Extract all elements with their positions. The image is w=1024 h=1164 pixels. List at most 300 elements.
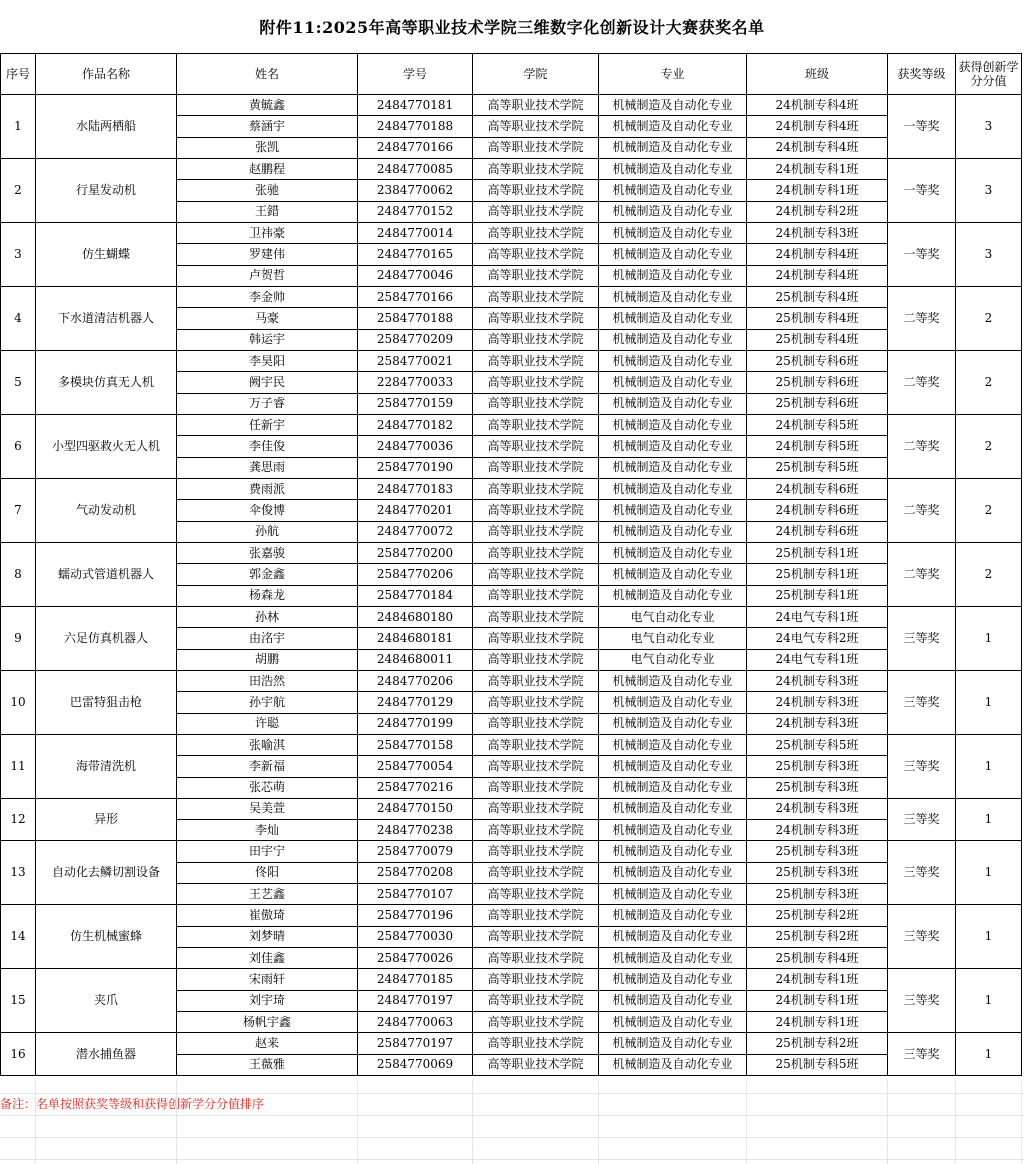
cell-college: 高等职业技术学院 [473, 372, 599, 393]
cell-student-id: 2484770185 [358, 969, 473, 990]
table-row [1, 969, 1022, 990]
cell-major: 机械制造及自动化专业 [599, 244, 747, 265]
cell-class: 25机制专科2班 [747, 926, 888, 947]
cell-class: 25机制专科5班 [747, 457, 888, 478]
cell-credit: 1 [956, 969, 1022, 1033]
cell-college: 高等职业技术学院 [473, 436, 599, 457]
header-award: 获奖等级 [888, 54, 956, 95]
cell-major: 机械制造及自动化专业 [599, 542, 747, 563]
cell-student-id: 2484770165 [358, 244, 473, 265]
cell-major: 机械制造及自动化专业 [599, 969, 747, 990]
document-title: 附件11:2025年高等职业技术学院三维数字化创新设计大赛获奖名单 [259, 18, 765, 37]
cell-student-name: 崔傲琦 [177, 905, 358, 926]
cell-credit: 1 [956, 841, 1022, 905]
cell-student-name: 赵来 [177, 1033, 358, 1054]
cell-credit: 1 [956, 1033, 1022, 1076]
cell-major: 机械制造及自动化专业 [599, 777, 747, 798]
cell-college: 高等职业技术学院 [473, 948, 599, 969]
sheet-gridline [955, 1080, 956, 1164]
cell-major: 机械制造及自动化专业 [599, 329, 747, 350]
cell-student-name: 由洺宇 [177, 628, 358, 649]
sheet-gridline [1021, 1080, 1022, 1164]
table-row [1, 286, 1022, 307]
cell-award-level: 三等奖 [888, 969, 956, 1033]
cell-student-name: 吴美萱 [177, 798, 358, 819]
cell-work-title: 蠕动式管道机器人 [36, 542, 177, 606]
sheet-gridline [357, 1080, 358, 1164]
cell-student-name: 张嘉骏 [177, 542, 358, 563]
cell-college: 高等职业技术学院 [473, 308, 599, 329]
cell-college: 高等职业技术学院 [473, 478, 599, 499]
cell-student-id: 2584770208 [358, 862, 473, 883]
cell-class: 24机制专科1班 [747, 990, 888, 1011]
cell-student-name: 孙航 [177, 521, 358, 542]
cell-college: 高等职业技术学院 [473, 500, 599, 521]
cell-award-level: 三等奖 [888, 606, 956, 670]
cell-college: 高等职业技术学院 [473, 201, 599, 222]
sheet-gridline [0, 1159, 1024, 1160]
cell-student-name: 万子睿 [177, 393, 358, 414]
cell-credit: 1 [956, 606, 1022, 670]
cell-seq: 14 [1, 905, 36, 969]
cell-work-title: 海带清洗机 [36, 734, 177, 798]
cell-major: 机械制造及自动化专业 [599, 478, 747, 499]
cell-major: 机械制造及自动化专业 [599, 926, 747, 947]
cell-student-name: 张喻淇 [177, 734, 358, 755]
cell-college: 高等职业技术学院 [473, 564, 599, 585]
table-row [1, 670, 1022, 691]
table-row [1, 1033, 1022, 1054]
cell-student-name: 赵鹏程 [177, 158, 358, 179]
cell-class: 24机制专科6班 [747, 478, 888, 499]
cell-student-name: 杨帆宇鑫 [177, 1012, 358, 1033]
cell-college: 高等职业技术学院 [473, 286, 599, 307]
cell-student-name: 王薇雅 [177, 1054, 358, 1075]
cell-award-level: 三等奖 [888, 734, 956, 798]
cell-student-id: 2484770150 [358, 798, 473, 819]
cell-work-title: 六足仿真机器人 [36, 606, 177, 670]
header-seq: 序号 [1, 54, 36, 95]
cell-college: 高等职业技术学院 [473, 457, 599, 478]
cell-seq: 9 [1, 606, 36, 670]
cell-class: 24机制专科5班 [747, 414, 888, 435]
cell-student-name: 张驰 [177, 180, 358, 201]
cell-student-id: 2584770206 [358, 564, 473, 585]
cell-student-name: 宋雨轩 [177, 969, 358, 990]
cell-work-title: 巴雷特狙击枪 [36, 670, 177, 734]
cell-award-level: 二等奖 [888, 414, 956, 478]
cell-major: 机械制造及自动化专业 [599, 756, 747, 777]
cell-major: 机械制造及自动化专业 [599, 201, 747, 222]
cell-major: 机械制造及自动化专业 [599, 372, 747, 393]
cell-college: 高等职业技术学院 [473, 884, 599, 905]
cell-award-level: 一等奖 [888, 222, 956, 286]
cell-major: 机械制造及自动化专业 [599, 180, 747, 201]
cell-class: 25机制专科4班 [747, 948, 888, 969]
cell-student-id: 2284770033 [358, 372, 473, 393]
cell-class: 24机制专科3班 [747, 798, 888, 819]
cell-college: 高等职业技术学院 [473, 905, 599, 926]
cell-seq: 1 [1, 95, 36, 159]
cell-student-name: 田宇宁 [177, 841, 358, 862]
cell-class: 25机制专科2班 [747, 1033, 888, 1054]
cell-major: 机械制造及自动化专业 [599, 1054, 747, 1075]
cell-credit: 2 [956, 542, 1022, 606]
cell-student-name: 刘佳鑫 [177, 948, 358, 969]
cell-college: 高等职业技术学院 [473, 820, 599, 841]
cell-class: 24机制专科1班 [747, 180, 888, 201]
cell-student-id: 2384770062 [358, 180, 473, 201]
cell-student-id: 2484770188 [358, 116, 473, 137]
cell-major: 机械制造及自动化专业 [599, 393, 747, 414]
cell-award-level: 三等奖 [888, 905, 956, 969]
cell-major: 机械制造及自动化专业 [599, 670, 747, 691]
cell-class: 24机制专科4班 [747, 137, 888, 158]
cell-student-name: 龚思雨 [177, 457, 358, 478]
cell-major: 机械制造及自动化专业 [599, 713, 747, 734]
cell-class: 25机制专科6班 [747, 350, 888, 371]
cell-student-name: 李金帅 [177, 286, 358, 307]
cell-college: 高等职业技术学院 [473, 1033, 599, 1054]
cell-class: 24电气专科2班 [747, 628, 888, 649]
cell-college: 高等职业技术学院 [473, 158, 599, 179]
cell-student-name: 李新福 [177, 756, 358, 777]
cell-college: 高等职业技术学院 [473, 521, 599, 542]
cell-major: 机械制造及自动化专业 [599, 905, 747, 926]
cell-major: 机械制造及自动化专业 [599, 521, 747, 542]
cell-class: 24机制专科2班 [747, 201, 888, 222]
cell-class: 25机制专科3班 [747, 862, 888, 883]
cell-student-id: 2484770238 [358, 820, 473, 841]
cell-college: 高等职业技术学院 [473, 692, 599, 713]
cell-college: 高等职业技术学院 [473, 628, 599, 649]
cell-college: 高等职业技术学院 [473, 393, 599, 414]
cell-student-id: 2584770026 [358, 948, 473, 969]
cell-class: 24电气专科1班 [747, 606, 888, 627]
cell-award-level: 二等奖 [888, 350, 956, 414]
table-row [1, 222, 1022, 243]
cell-student-id: 2484770046 [358, 265, 473, 286]
cell-college: 高等职业技术学院 [473, 756, 599, 777]
cell-class: 24机制专科1班 [747, 969, 888, 990]
cell-student-name: 杨森龙 [177, 585, 358, 606]
cell-seq: 16 [1, 1033, 36, 1076]
sheet-gridline [887, 1080, 888, 1164]
cell-student-id: 2584770190 [358, 457, 473, 478]
cell-major: 机械制造及自动化专业 [599, 222, 747, 243]
cell-student-id: 2584770054 [358, 756, 473, 777]
cell-college: 高等职业技术学院 [473, 670, 599, 691]
cell-student-name: 罗建伟 [177, 244, 358, 265]
cell-student-name: 韩运宇 [177, 329, 358, 350]
cell-major: 机械制造及自动化专业 [599, 948, 747, 969]
cell-credit: 3 [956, 95, 1022, 159]
cell-class: 24机制专科6班 [747, 521, 888, 542]
cell-student-name: 刘梦晴 [177, 926, 358, 947]
cell-work-title: 多模块仿真无人机 [36, 350, 177, 414]
cell-class: 25机制专科2班 [747, 905, 888, 926]
cell-major: 机械制造及自动化专业 [599, 95, 747, 116]
cell-class: 24机制专科4班 [747, 95, 888, 116]
cell-seq: 6 [1, 414, 36, 478]
cell-work-title: 行星发动机 [36, 158, 177, 222]
cell-major: 机械制造及自动化专业 [599, 564, 747, 585]
cell-student-id: 2584770158 [358, 734, 473, 755]
cell-college: 高等职业技术学院 [473, 862, 599, 883]
cell-major: 机械制造及自动化专业 [599, 692, 747, 713]
cell-credit: 1 [956, 670, 1022, 734]
cell-award-level: 二等奖 [888, 478, 956, 542]
header-major: 专业 [599, 54, 747, 95]
cell-class: 25机制专科1班 [747, 564, 888, 585]
cell-class: 25机制专科3班 [747, 777, 888, 798]
cell-student-id: 2484770072 [358, 521, 473, 542]
cell-class: 24机制专科1班 [747, 1012, 888, 1033]
cell-award-level: 二等奖 [888, 542, 956, 606]
cell-class: 25机制专科5班 [747, 734, 888, 755]
cell-student-id: 2484680180 [358, 606, 473, 627]
cell-student-id: 2584770021 [358, 350, 473, 371]
cell-major: 电气自动化专业 [599, 606, 747, 627]
cell-student-id: 2584770030 [358, 926, 473, 947]
cell-student-id: 2484680011 [358, 649, 473, 670]
cell-student-id: 2584770200 [358, 542, 473, 563]
cell-student-id: 2584770159 [358, 393, 473, 414]
cell-college: 高等职业技术学院 [473, 95, 599, 116]
cell-student-id: 2584770079 [358, 841, 473, 862]
cell-credit: 1 [956, 905, 1022, 969]
cell-major: 机械制造及自动化专业 [599, 414, 747, 435]
cell-college: 高等职业技术学院 [473, 542, 599, 563]
table-row [1, 542, 1022, 563]
cell-college: 高等职业技术学院 [473, 414, 599, 435]
cell-class: 25机制专科3班 [747, 841, 888, 862]
cell-seq: 7 [1, 478, 36, 542]
cell-seq: 8 [1, 542, 36, 606]
cell-college: 高等职业技术学院 [473, 222, 599, 243]
table-body [1, 95, 1022, 1076]
cell-seq: 15 [1, 969, 36, 1033]
cell-credit: 2 [956, 286, 1022, 350]
cell-class: 25机制专科1班 [747, 585, 888, 606]
cell-college: 高等职业技术学院 [473, 116, 599, 137]
sheet-gridline [746, 1080, 747, 1164]
cell-student-name: 费雨派 [177, 478, 358, 499]
cell-major: 机械制造及自动化专业 [599, 1033, 747, 1054]
cell-major: 机械制造及自动化专业 [599, 841, 747, 862]
cell-college: 高等职业技术学院 [473, 798, 599, 819]
cell-student-name: 黄毓鑫 [177, 95, 358, 116]
header-student-id: 学号 [358, 54, 473, 95]
cell-credit: 2 [956, 478, 1022, 542]
cell-credit: 2 [956, 350, 1022, 414]
cell-student-id: 2584770197 [358, 1033, 473, 1054]
sheet-gridline [0, 1137, 1024, 1138]
cell-college: 高等职业技术学院 [473, 926, 599, 947]
cell-award-level: 二等奖 [888, 286, 956, 350]
cell-class: 24机制专科4班 [747, 116, 888, 137]
cell-student-name: 佟阳 [177, 862, 358, 883]
cell-student-id: 2484770182 [358, 414, 473, 435]
table-row [1, 478, 1022, 499]
cell-major: 机械制造及自动化专业 [599, 798, 747, 819]
cell-major: 电气自动化专业 [599, 628, 747, 649]
cell-class: 25机制专科4班 [747, 308, 888, 329]
cell-work-title: 仿生蝴蝶 [36, 222, 177, 286]
cell-credit: 1 [956, 734, 1022, 798]
cell-class: 24机制专科3班 [747, 820, 888, 841]
cell-major: 机械制造及自动化专业 [599, 137, 747, 158]
cell-credit: 3 [956, 158, 1022, 222]
cell-major: 机械制造及自动化专业 [599, 457, 747, 478]
cell-student-id: 2484770014 [358, 222, 473, 243]
cell-student-name: 王錯 [177, 201, 358, 222]
cell-class: 24机制专科4班 [747, 265, 888, 286]
cell-class: 24机制专科6班 [747, 500, 888, 521]
cell-major: 机械制造及自动化专业 [599, 585, 747, 606]
cell-student-id: 2584770184 [358, 585, 473, 606]
sheet-gridline [35, 1080, 36, 1164]
cell-student-id: 2584770069 [358, 1054, 473, 1075]
cell-student-id: 2484770063 [358, 1012, 473, 1033]
cell-student-name: 阙宇民 [177, 372, 358, 393]
cell-award-level: 一等奖 [888, 158, 956, 222]
cell-class: 25机制专科1班 [747, 542, 888, 563]
cell-college: 高等职业技术学院 [473, 969, 599, 990]
cell-work-title: 小型四驱救火无人机 [36, 414, 177, 478]
cell-student-name: 许聪 [177, 713, 358, 734]
cell-award-level: 三等奖 [888, 670, 956, 734]
cell-major: 机械制造及自动化专业 [599, 158, 747, 179]
cell-seq: 10 [1, 670, 36, 734]
cell-student-name: 马豪 [177, 308, 358, 329]
header-credit: 获得创新学分分值 [956, 54, 1022, 95]
cell-student-id: 2484770152 [358, 201, 473, 222]
cell-work-title: 仿生机械蜜蜂 [36, 905, 177, 969]
cell-college: 高等职业技术学院 [473, 1054, 599, 1075]
cell-class: 24机制专科3班 [747, 670, 888, 691]
cell-class: 24电气专科1班 [747, 649, 888, 670]
table-row [1, 905, 1022, 926]
cell-major: 机械制造及自动化专业 [599, 286, 747, 307]
sheet-gridline [0, 1115, 1024, 1116]
cell-student-id: 2484770166 [358, 137, 473, 158]
sheet-gridline [598, 1080, 599, 1164]
cell-major: 机械制造及自动化专业 [599, 820, 747, 841]
table-row [1, 95, 1022, 116]
cell-seq: 13 [1, 841, 36, 905]
header-class: 班级 [747, 54, 888, 95]
cell-student-name: 李佳俊 [177, 436, 358, 457]
cell-college: 高等职业技术学院 [473, 329, 599, 350]
cell-major: 机械制造及自动化专业 [599, 436, 747, 457]
cell-class: 24机制专科4班 [747, 244, 888, 265]
cell-student-id: 2484770183 [358, 478, 473, 499]
cell-major: 机械制造及自动化专业 [599, 265, 747, 286]
cell-student-id: 2484770085 [358, 158, 473, 179]
cell-student-name: 郭金鑫 [177, 564, 358, 585]
cell-work-title: 下水道清洁机器人 [36, 286, 177, 350]
cell-class: 25机制专科5班 [747, 1054, 888, 1075]
cell-seq: 2 [1, 158, 36, 222]
header-row [1, 54, 1022, 95]
cell-class: 25机制专科6班 [747, 393, 888, 414]
table-row [1, 414, 1022, 435]
cell-class: 25机制专科3班 [747, 884, 888, 905]
cell-student-name: 孙宇航 [177, 692, 358, 713]
cell-major: 机械制造及自动化专业 [599, 116, 747, 137]
cell-student-id: 2484770206 [358, 670, 473, 691]
cell-credit: 1 [956, 798, 1022, 841]
table-row [1, 606, 1022, 627]
header-work: 作品名称 [36, 54, 177, 95]
cell-student-name: 田浩然 [177, 670, 358, 691]
cell-student-name: 李昊阳 [177, 350, 358, 371]
cell-award-level: 三等奖 [888, 798, 956, 841]
cell-college: 高等职业技术学院 [473, 350, 599, 371]
cell-student-id: 2484770201 [358, 500, 473, 521]
cell-major: 机械制造及自动化专业 [599, 734, 747, 755]
cell-class: 24机制专科3班 [747, 692, 888, 713]
cell-student-id: 2484770036 [358, 436, 473, 457]
cell-major: 机械制造及自动化专业 [599, 500, 747, 521]
cell-major: 机械制造及自动化专业 [599, 308, 747, 329]
cell-major: 机械制造及自动化专业 [599, 990, 747, 1011]
cell-work-title: 自动化去鳞切割设备 [36, 841, 177, 905]
sheet-gridline [176, 1080, 177, 1164]
cell-college: 高等职业技术学院 [473, 606, 599, 627]
cell-award-level: 一等奖 [888, 95, 956, 159]
cell-student-id: 2484770129 [358, 692, 473, 713]
awards-table [0, 53, 1022, 1076]
cell-college: 高等职业技术学院 [473, 265, 599, 286]
cell-student-name: 张凯 [177, 137, 358, 158]
cell-student-id: 2484770199 [358, 713, 473, 734]
table-row [1, 798, 1022, 819]
cell-college: 高等职业技术学院 [473, 841, 599, 862]
cell-class: 24机制专科3班 [747, 713, 888, 734]
cell-award-level: 三等奖 [888, 1033, 956, 1076]
cell-class: 25机制专科6班 [747, 372, 888, 393]
cell-college: 高等职业技术学院 [473, 777, 599, 798]
cell-student-id: 2584770166 [358, 286, 473, 307]
cell-college: 高等职业技术学院 [473, 180, 599, 201]
cell-college: 高等职业技术学院 [473, 990, 599, 1011]
cell-seq: 4 [1, 286, 36, 350]
cell-student-id: 2484770197 [358, 990, 473, 1011]
cell-major: 机械制造及自动化专业 [599, 862, 747, 883]
cell-award-level: 三等奖 [888, 841, 956, 905]
cell-student-id: 2584770196 [358, 905, 473, 926]
table-row [1, 841, 1022, 862]
cell-class: 24机制专科5班 [747, 436, 888, 457]
cell-work-title: 水陆两栖船 [36, 95, 177, 159]
cell-student-id: 2584770107 [358, 884, 473, 905]
cell-student-id: 2584770209 [358, 329, 473, 350]
cell-student-name: 任新宇 [177, 414, 358, 435]
cell-student-id: 2584770188 [358, 308, 473, 329]
table-row [1, 158, 1022, 179]
cell-credit: 3 [956, 222, 1022, 286]
cell-class: 25机制专科3班 [747, 756, 888, 777]
sheet-gridline [472, 1080, 473, 1164]
cell-college: 高等职业技术学院 [473, 137, 599, 158]
cell-college: 高等职业技术学院 [473, 713, 599, 734]
cell-student-name: 王艺鑫 [177, 884, 358, 905]
cell-seq: 11 [1, 734, 36, 798]
cell-student-id: 2584770216 [358, 777, 473, 798]
cell-student-name: 伞俊博 [177, 500, 358, 521]
